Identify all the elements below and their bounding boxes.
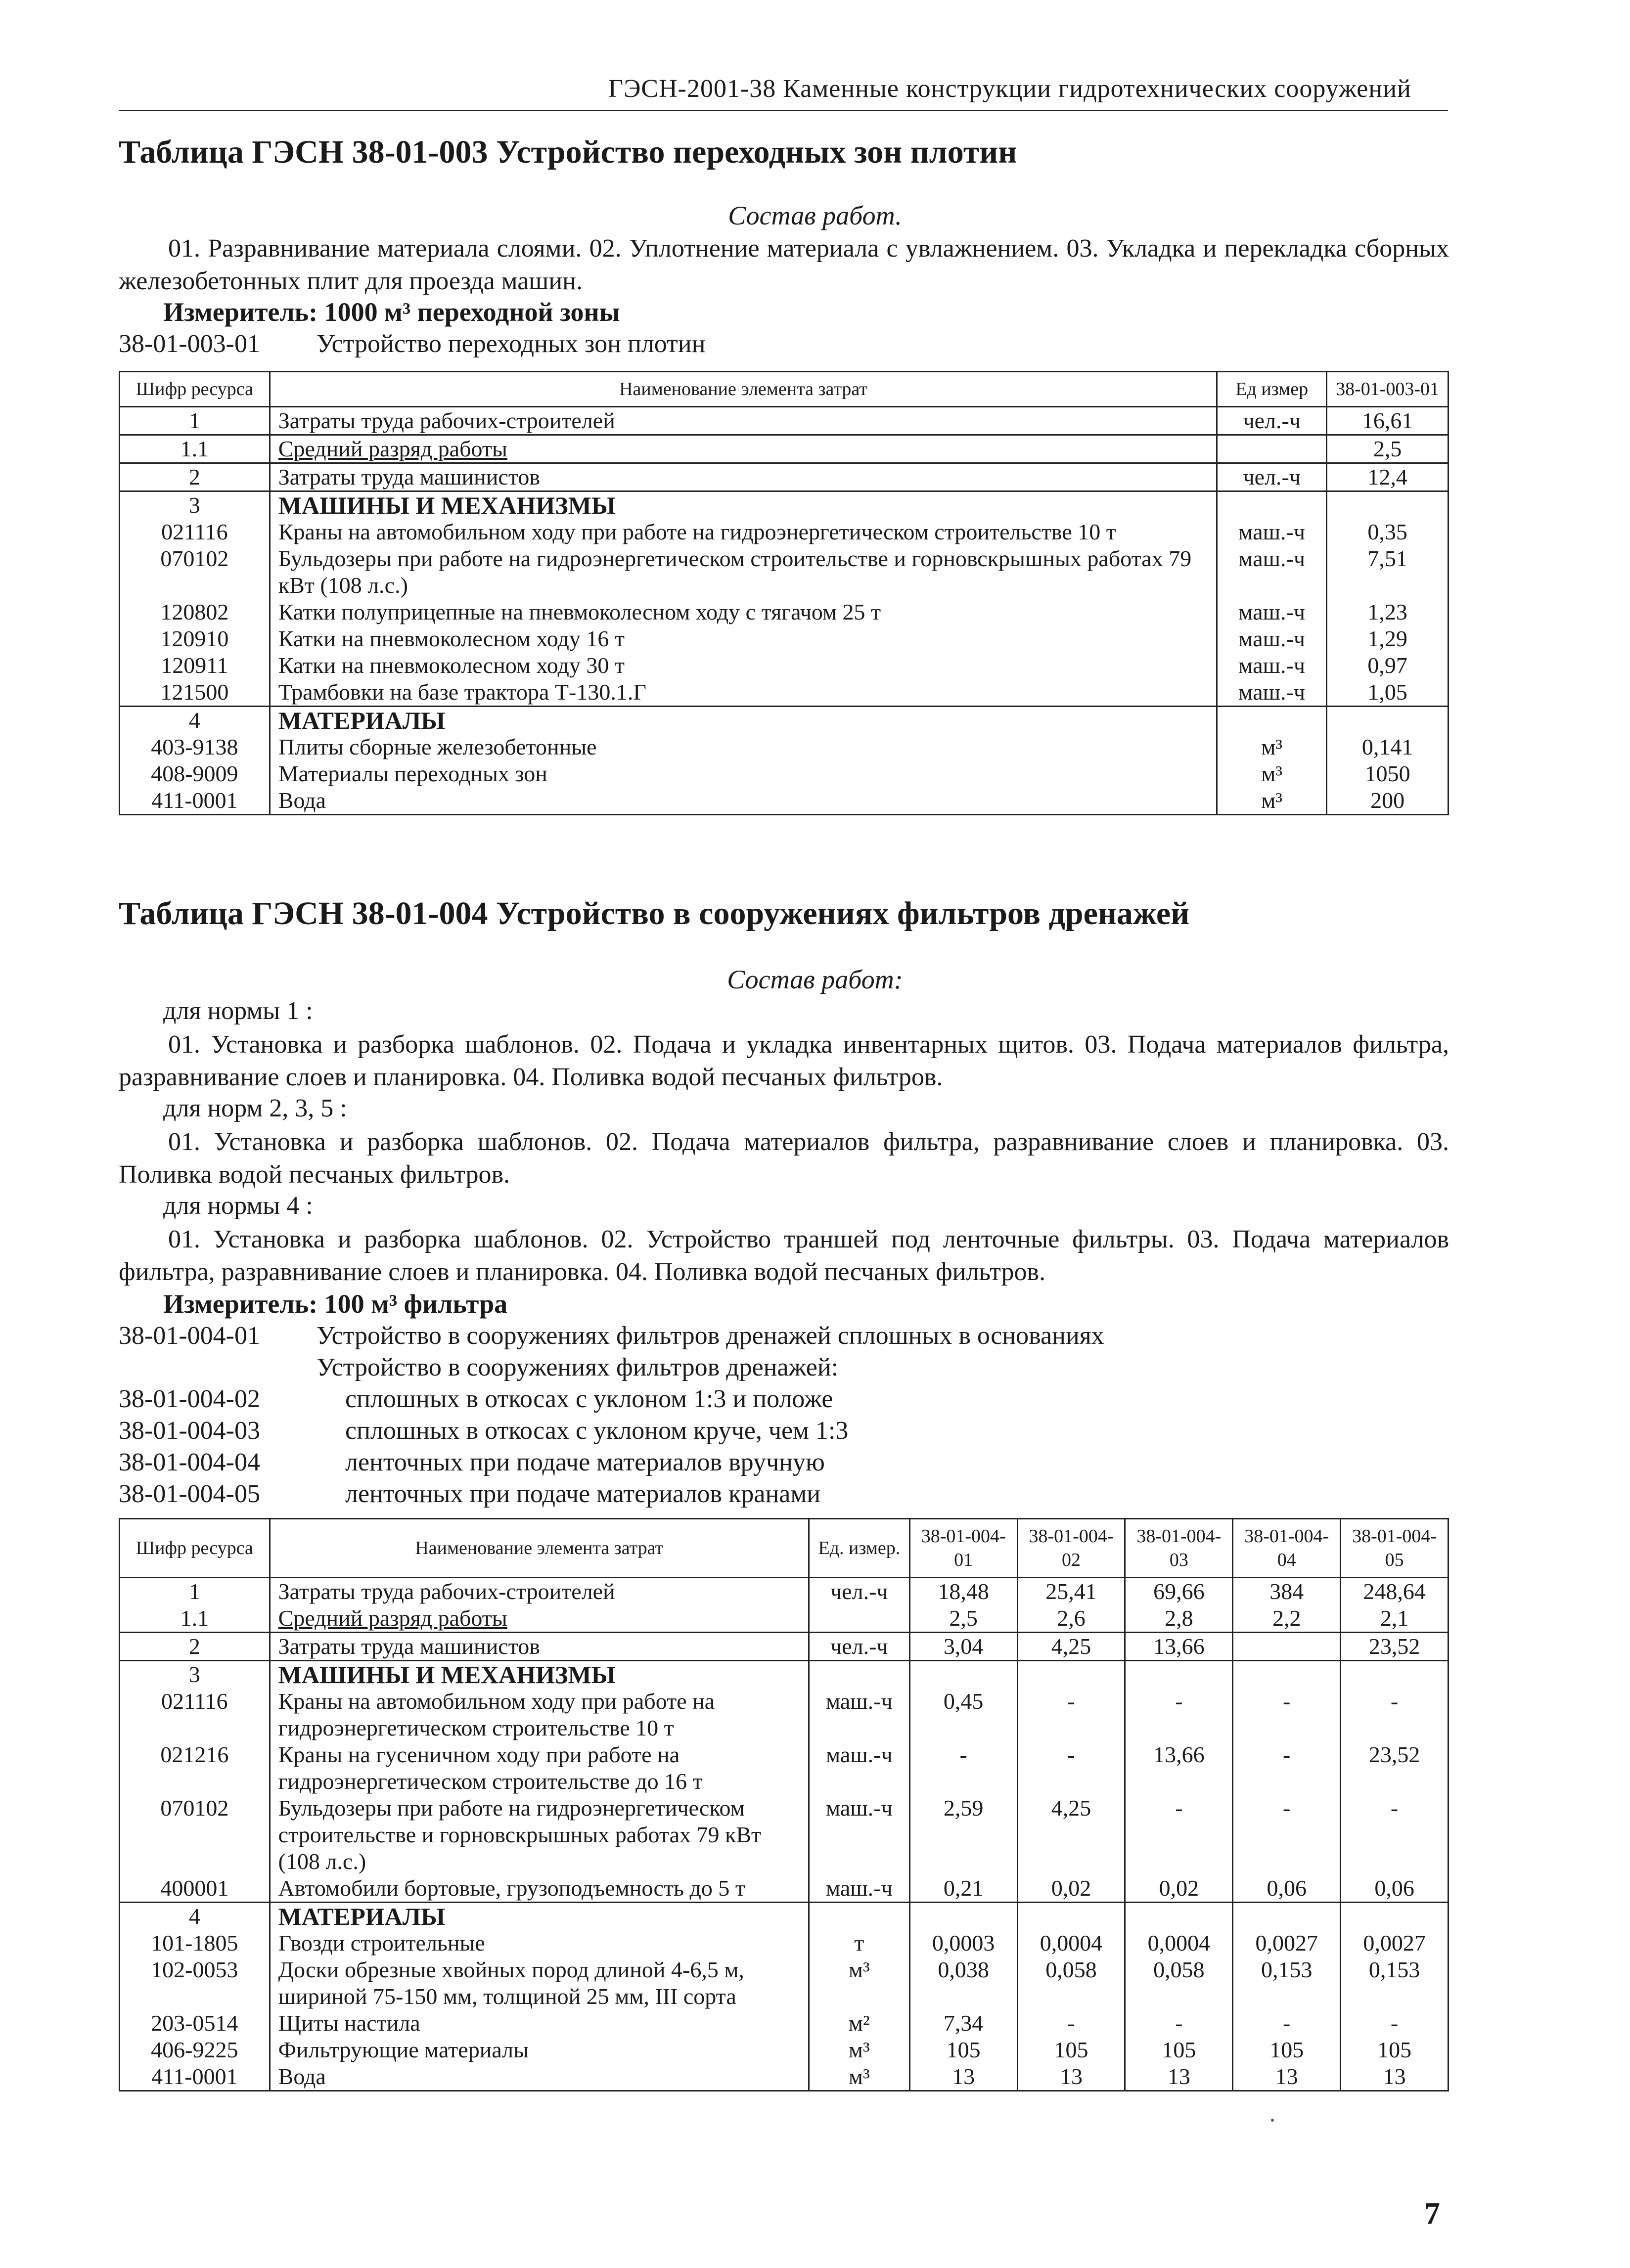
cell-value: 105 <box>1341 2037 1449 2063</box>
cell-value: 2,6 <box>1017 1605 1125 1633</box>
cell-code: 2 <box>120 1633 270 1661</box>
table-row <box>120 1688 1449 1741</box>
header-code: Шифр ресурса <box>120 372 270 407</box>
cell-name: Краны на автомобильном ходу при работе на гидроэнергетическом строительстве 10 т <box>270 519 1217 545</box>
cell-value: 7,34 <box>909 2010 1017 2037</box>
cell-name: Материалы переходных зон <box>270 760 1217 787</box>
cell-value: 0,06 <box>1341 1875 1449 1903</box>
cell-unit: т <box>809 1930 909 1957</box>
table-row <box>120 545 1449 599</box>
work-text-1: 01. Установка и разборка шаблонов. 02. Подача и укладка инвентарных щитов. 03. Подача материалов фильтра, разравнивание слоев и планировка. 04. Поливка водой песчаных фильтров. <box>119 1030 1449 1091</box>
cell-name: Затраты труда рабочих-строителей <box>270 1578 809 1605</box>
norm-code-line <box>119 1353 838 1382</box>
header-norm-col: 38-01-004-02 <box>1017 1519 1125 1578</box>
header-unit: Ед. измер. <box>809 1519 909 1578</box>
norm-code-line <box>119 329 705 358</box>
cell-value: 13 <box>1341 2063 1449 2091</box>
cell-value: 13 <box>909 2063 1017 2091</box>
work-text-2: 01. Установка и разборка шаблонов. 02. Подача материалов фильтра, разравнивание слоев и планировка. 03. Поливка водой песчаных фильтров. <box>119 1128 1449 1189</box>
cell-code: 406-9225 <box>120 2037 270 2063</box>
cell-name: Катки на пневмоколесном ходу 16 т <box>270 625 1217 652</box>
table-header-row <box>120 372 1449 407</box>
cell-code: 3 <box>120 491 270 519</box>
cell-value: 23,52 <box>1341 1633 1449 1661</box>
cell-unit: маш.-ч <box>1217 625 1327 652</box>
cell-unit: маш.-ч <box>1217 545 1327 599</box>
cell-value: - <box>1233 1688 1341 1741</box>
cell-value: 12,4 <box>1327 463 1449 491</box>
cell-unit: м³ <box>1217 734 1327 760</box>
cell-value: 0,06 <box>1233 1875 1341 1903</box>
table-row <box>120 652 1449 679</box>
cell-value: 4,25 <box>1017 1633 1125 1661</box>
cell-value: - <box>1125 2010 1233 2037</box>
cell-value <box>1233 1633 1341 1661</box>
norm-code-line <box>119 1416 848 1445</box>
cell-name: МАШИНЫ И МЕХАНИЗМЫ <box>270 491 1217 519</box>
cell-code: 1 <box>120 407 270 435</box>
cell-unit: м² <box>809 2010 909 2037</box>
cell-name: Вода <box>270 2063 809 2091</box>
table-row <box>120 1903 1449 1930</box>
cell-value: - <box>1341 1795 1449 1875</box>
unit-of-measure-2: Измеритель: 100 м³ фильтра <box>163 1289 508 1319</box>
cell-name: Фильтрующие материалы <box>270 2037 809 2063</box>
header-code: Шифр ресурса <box>120 1519 270 1578</box>
work-composition-heading-2: Состав работ: <box>727 965 903 994</box>
cell-unit: чел.-ч <box>1217 407 1327 435</box>
cell-value: 1,05 <box>1327 679 1449 707</box>
norm-code-line <box>119 1448 825 1477</box>
work-text-3: 01. Установка и разборка шаблонов. 02. Устройство траншей под ленточные фильтры. 03. Подача материалов фильтра, разравнивание слоев и планировка. 04. Поливка водой песчаных фильтров. <box>119 1225 1449 1286</box>
header-name: Наименование элемента затрат <box>270 372 1217 407</box>
cell-name: МАШИНЫ И МЕХАНИЗМЫ <box>270 1661 809 1689</box>
cell-name: Автомобили бортовые, грузоподъемность до 5 т <box>270 1875 809 1903</box>
cell-value <box>1125 1903 1233 1930</box>
cell-value: 2,1 <box>1341 1605 1449 1633</box>
cell-code: 021116 <box>120 519 270 545</box>
cell-value <box>1341 1661 1449 1689</box>
cell-value: 0,141 <box>1327 734 1449 760</box>
cell-value: 0,038 <box>909 1957 1017 2010</box>
cell-code: 021216 <box>120 1741 270 1795</box>
cell-value: 0,45 <box>909 1688 1017 1741</box>
cell-name: Щиты настила <box>270 2010 809 2037</box>
cell-name: Катки на пневмоколесном ходу 30 т <box>270 652 1217 679</box>
header-unit: Ед измер <box>1217 372 1327 407</box>
table-row <box>120 787 1449 815</box>
table-row <box>120 1661 1449 1689</box>
cell-unit <box>809 1605 909 1633</box>
cell-value: 2,5 <box>1327 435 1449 463</box>
cell-value: - <box>909 1741 1017 1795</box>
cell-value: 0,0004 <box>1017 1930 1125 1957</box>
table-row <box>120 407 1449 435</box>
cell-value <box>909 1661 1017 1689</box>
cell-code: 203-0514 <box>120 2010 270 2037</box>
table-row <box>120 625 1449 652</box>
cell-unit: м³ <box>809 2063 909 2091</box>
cell-value: 7,51 <box>1327 545 1449 599</box>
cell-value: 18,48 <box>909 1578 1017 1605</box>
header-name: Наименование элемента затрат <box>270 1519 809 1578</box>
cell-name: Бульдозеры при работе на гидроэнергетическом строительстве и горновскрышных работах 79 кВт (108 л.с.) <box>270 545 1217 599</box>
norm-code: 38-01-004-02 <box>119 1385 260 1413</box>
cell-value: 0,0003 <box>909 1930 1017 1957</box>
cell-code: 411-0001 <box>120 787 270 815</box>
norm-scope-3: для нормы 4 : <box>163 1192 313 1220</box>
cell-value: 0,0027 <box>1233 1930 1341 1957</box>
cell-value: 1,29 <box>1327 625 1449 652</box>
cell-value: 105 <box>909 2037 1017 2063</box>
cell-code: 400001 <box>120 1875 270 1903</box>
cell-value: 0,058 <box>1017 1957 1125 2010</box>
cell-value <box>909 1903 1017 1930</box>
cell-value: 0,35 <box>1327 519 1449 545</box>
cell-name: Трамбовки на базе трактора Т-130.1.Г <box>270 679 1217 707</box>
cell-value <box>1125 1661 1233 1689</box>
cell-value: 0,058 <box>1125 1957 1233 2010</box>
cell-code: 1.1 <box>120 1605 270 1633</box>
cell-unit: маш.-ч <box>809 1795 909 1875</box>
table-row <box>120 435 1449 463</box>
cell-value: 1050 <box>1327 760 1449 787</box>
cell-value <box>1017 1903 1125 1930</box>
cell-value: 13,66 <box>1125 1741 1233 1795</box>
norm-description: сплошных в откосах с уклоном круче, чем 1:3 <box>345 1417 849 1445</box>
cell-name: Бульдозеры при работе на гидроэнергетическом строительстве и горновскрышных работах 79 кВт (108 л.с.) <box>270 1795 809 1875</box>
table-row <box>120 1633 1449 1661</box>
cell-value: - <box>1125 1795 1233 1875</box>
cell-value: 0,0027 <box>1341 1930 1449 1957</box>
resource-table-38-01-003 <box>119 371 1449 815</box>
cell-unit: маш.-ч <box>809 1741 909 1795</box>
header-norm-col: 38-01-003-01 <box>1327 372 1449 407</box>
table-row <box>120 760 1449 787</box>
table-row <box>120 707 1449 734</box>
table-title-38-01-004: Таблица ГЭСН 38-01-004 Устройство в сооружениях фильтров дренажей <box>119 895 1190 932</box>
norm-code: 38-01-004-01 <box>119 1322 260 1350</box>
cell-value: - <box>1233 1795 1341 1875</box>
cell-value: - <box>1341 2010 1449 2037</box>
cell-name: МАТЕРИАЛЫ <box>270 1903 809 1930</box>
cell-code: 403-9138 <box>120 734 270 760</box>
norm-description: сплошных в откосах с уклоном 1:3 и положе <box>345 1385 833 1413</box>
table-row <box>120 519 1449 545</box>
cell-code: 2 <box>120 463 270 491</box>
cell-value: 248,64 <box>1341 1578 1449 1605</box>
cell-value: 0,0004 <box>1125 1930 1233 1957</box>
table-row <box>120 1957 1449 2010</box>
cell-value: 2,2 <box>1233 1605 1341 1633</box>
cell-name: Краны на гусеничном ходу при работе на гидроэнергетическом строительстве до 16 т <box>270 1741 809 1795</box>
table-row <box>120 599 1449 625</box>
table-row <box>120 679 1449 707</box>
cell-value: 2,8 <box>1125 1605 1233 1633</box>
cell-code: 120910 <box>120 625 270 652</box>
cell-value: 25,41 <box>1017 1578 1125 1605</box>
norm-code: 38-01-004-03 <box>119 1417 260 1445</box>
cell-unit <box>809 1903 909 1930</box>
cell-unit: м³ <box>809 2037 909 2063</box>
cell-value: 0,153 <box>1233 1957 1341 2010</box>
resource-table-38-01-004 <box>119 1518 1449 2091</box>
cell-value: - <box>1341 1688 1449 1741</box>
cell-value: 105 <box>1233 2037 1341 2063</box>
cell-value: - <box>1125 1688 1233 1741</box>
norm-code-line <box>119 1321 1104 1350</box>
cell-value: 2,59 <box>909 1795 1017 1875</box>
table-header-row <box>120 1519 1449 1578</box>
norm-description: Устройство в сооружениях фильтров дренажей: <box>317 1353 839 1381</box>
cell-value: - <box>1233 2010 1341 2037</box>
cell-value: 69,66 <box>1125 1578 1233 1605</box>
table-row <box>120 1875 1449 1903</box>
cell-value: 13 <box>1125 2063 1233 2091</box>
cell-code: 121500 <box>120 679 270 707</box>
running-header: ГЭСН-2001-38 Каменные конструкции гидротехнических сооружений <box>608 75 1411 103</box>
cell-unit: чел.-ч <box>809 1578 909 1605</box>
cell-value: 0,153 <box>1341 1957 1449 2010</box>
cell-unit: маш.-ч <box>1217 652 1327 679</box>
cell-value: 200 <box>1327 787 1449 815</box>
cell-unit: чел.-ч <box>809 1633 909 1661</box>
cell-value <box>1327 707 1449 734</box>
cell-value <box>1017 1661 1125 1689</box>
cell-unit: маш.-ч <box>1217 599 1327 625</box>
cell-value: 13 <box>1233 2063 1341 2091</box>
cell-unit: маш.-ч <box>809 1875 909 1903</box>
norm-code: 38-01-004-04 <box>119 1448 260 1476</box>
cell-unit <box>809 1661 909 1689</box>
cell-name: МАТЕРИАЛЫ <box>270 707 1217 734</box>
cell-value: - <box>1017 2010 1125 2037</box>
cell-code: 1.1 <box>120 435 270 463</box>
norm-description: ленточных при подаче материалов вручную <box>345 1448 825 1476</box>
table-row <box>120 2063 1449 2091</box>
cell-unit: чел.-ч <box>1217 463 1327 491</box>
cell-value: 2,5 <box>909 1605 1017 1633</box>
cell-unit: маш.-ч <box>1217 519 1327 545</box>
header-norm-col: 38-01-004-03 <box>1125 1519 1233 1578</box>
cell-code: 408-9009 <box>120 760 270 787</box>
cell-value: - <box>1233 1741 1341 1795</box>
cell-value: 16,61 <box>1327 407 1449 435</box>
cell-value: 105 <box>1017 2037 1125 2063</box>
cell-code: 4 <box>120 1903 270 1930</box>
cell-code: 021116 <box>120 1688 270 1741</box>
cell-name: Гвозди строительные <box>270 1930 809 1957</box>
cell-unit: маш.-ч <box>809 1688 909 1741</box>
cell-code: 411-0001 <box>120 2063 270 2091</box>
header-rule <box>119 110 1448 111</box>
cell-unit: м³ <box>809 1957 909 2010</box>
cell-name: Затраты труда машинистов <box>270 1633 809 1661</box>
cell-code: 070102 <box>120 1795 270 1875</box>
cell-name: Вода <box>270 787 1217 815</box>
cell-name: Средний разряд работы <box>270 1605 809 1633</box>
table-row <box>120 1578 1449 1605</box>
header-norm-col: 38-01-004-05 <box>1341 1519 1449 1578</box>
table-row <box>120 463 1449 491</box>
cell-value: 0,02 <box>1017 1875 1125 1903</box>
table-row <box>120 491 1449 519</box>
table-row <box>120 734 1449 760</box>
cell-value: 384 <box>1233 1578 1341 1605</box>
cell-name: Катки полуприцепные на пневмоколесном ходу с тягачом 25 т <box>270 599 1217 625</box>
cell-code: 1 <box>120 1578 270 1605</box>
cell-value: 0,02 <box>1125 1875 1233 1903</box>
cell-name: Затраты труда машинистов <box>270 463 1217 491</box>
cell-unit: м³ <box>1217 760 1327 787</box>
cell-value: 13 <box>1017 2063 1125 2091</box>
cell-value: 1,23 <box>1327 599 1449 625</box>
header-norm-col: 38-01-004-01 <box>909 1519 1017 1578</box>
norm-code-line <box>119 1479 820 1509</box>
cell-name: Средний разряд работы <box>270 435 1217 463</box>
table-title-38-01-003: Таблица ГЭСН 38-01-003 Устройство переходных зон плотин <box>119 134 1017 170</box>
norm-scope-2: для норм 2, 3, 5 : <box>163 1094 347 1122</box>
cell-value <box>1233 1661 1341 1689</box>
cell-code: 3 <box>120 1661 270 1689</box>
cell-value: - <box>1017 1741 1125 1795</box>
norm-scope-1: для нормы 1 : <box>163 997 313 1025</box>
cell-value <box>1341 1903 1449 1930</box>
norm-code: 38-01-003-01 <box>119 330 260 358</box>
cell-code: 101-1805 <box>120 1930 270 1957</box>
header-norm-col: 38-01-004-04 <box>1233 1519 1341 1578</box>
norm-code: 38-01-004-05 <box>119 1480 260 1508</box>
work-composition-text: 01. Разравнивание материала слоями. 02. Уплотнение материала с увлажнением. 03. Укладка и перекладка сборных железобетонных плит для проезда машин. <box>119 234 1449 295</box>
cell-value: - <box>1017 1688 1125 1741</box>
cell-value <box>1233 1903 1341 1930</box>
cell-unit <box>1217 435 1327 463</box>
cell-value: 23,52 <box>1341 1741 1449 1795</box>
norm-description: Устройство переходных зон плотин <box>317 330 706 358</box>
cell-unit: м³ <box>1217 787 1327 815</box>
cell-unit <box>1217 707 1327 734</box>
table-row <box>120 2010 1449 2037</box>
cell-code: 4 <box>120 707 270 734</box>
cell-name: Затраты труда рабочих-строителей <box>270 407 1217 435</box>
cell-unit: маш.-ч <box>1217 679 1327 707</box>
norm-description: Устройство в сооружениях фильтров дренажей сплошных в основаниях <box>317 1322 1104 1350</box>
work-composition-heading: Состав работ. <box>728 201 902 230</box>
norm-code-line <box>119 1384 833 1414</box>
cell-value: 4,25 <box>1017 1795 1125 1875</box>
table-row <box>120 1930 1449 1957</box>
cell-value: 13,66 <box>1125 1633 1233 1661</box>
cell-value: 3,04 <box>909 1633 1017 1661</box>
table-row <box>120 1795 1449 1875</box>
cell-name: Доски обрезные хвойных пород длиной 4-6,5 м, шириной 75-150 мм, толщиной 25 мм, III сорта <box>270 1957 809 2010</box>
cell-code: 120802 <box>120 599 270 625</box>
cell-code: 102-0053 <box>120 1957 270 2010</box>
cell-unit <box>1217 491 1327 519</box>
cell-name: Краны на автомобильном ходу при работе на гидроэнергетическом строительстве 10 т <box>270 1688 809 1741</box>
table-row <box>120 1741 1449 1795</box>
cell-value <box>1327 491 1449 519</box>
cell-name: Плиты сборные железобетонные <box>270 734 1217 760</box>
scan-speck <box>1271 2119 1274 2122</box>
cell-value: 0,97 <box>1327 652 1449 679</box>
norm-description: ленточных при подаче материалов кранами <box>345 1480 821 1508</box>
cell-code: 070102 <box>120 545 270 599</box>
cell-code: 120911 <box>120 652 270 679</box>
page-number: 7 <box>1424 2196 1440 2231</box>
table-row <box>120 2037 1449 2063</box>
cell-value: 0,21 <box>909 1875 1017 1903</box>
unit-of-measure: Измеритель: 1000 м³ переходной зоны <box>163 297 620 327</box>
table-row <box>120 1605 1449 1633</box>
cell-value: 105 <box>1125 2037 1233 2063</box>
